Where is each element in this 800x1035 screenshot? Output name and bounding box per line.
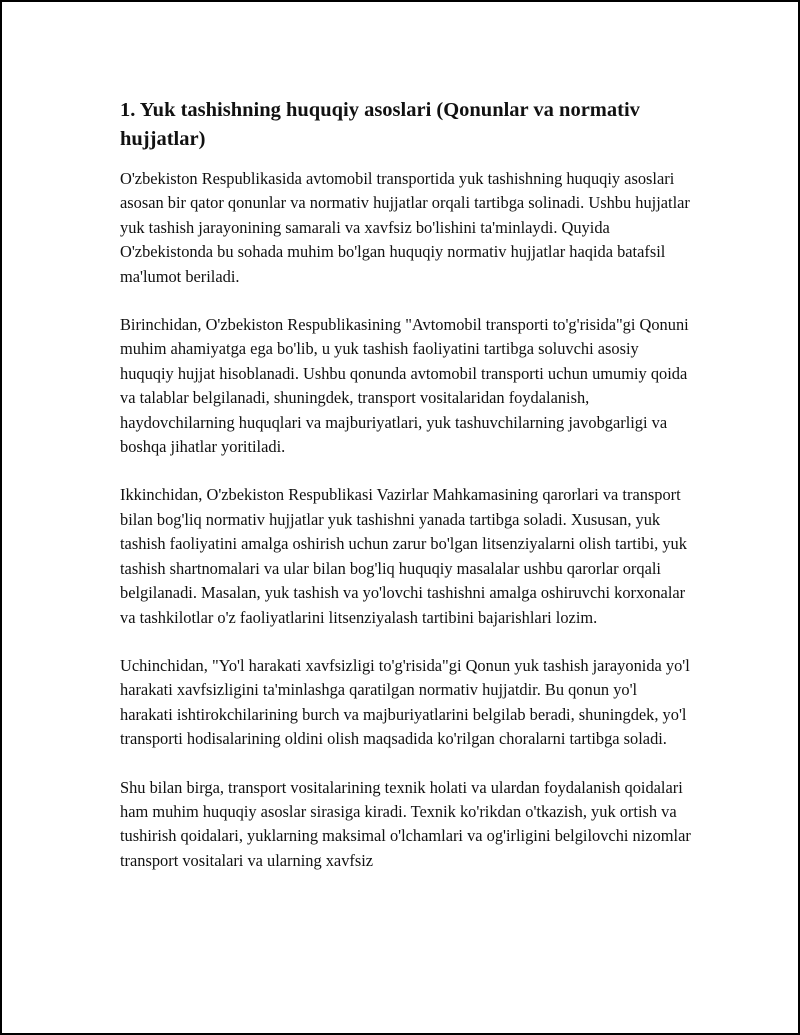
document-body bbox=[120, 96, 692, 897]
paragraph: Birinchidan, O'zbekiston Respublikasining "Avtomobil transporti to'g'risida"gi Qonuni muhim ahamiyatga ega bo'lib, u yuk tashish faoliyatini tartibga soluvchi asosiy huquqiy hujjat hisoblanadi. Ushbu qonunda avtomobil transporti uchun umumiy qoida va talablar belgilanadi, shuningdek, transport vositalaridan foydalanish, haydovchilarning huquqlari va majburiyatlari, yuk tashuvchilarning javobgarligi va boshqa jihatlar yoritiladi. bbox=[120, 315, 689, 457]
paragraph: Shu bilan birga, transport vositalarining texnik holati va ulardan foydalanish qoidalari ham muhim huquqiy asoslar sirasiga kiradi. Texnik ko'rikdan o'tkazish, yuk ortish va tushirish qoidalari, yuklarning maksimal o'lchamlari va og'irligini belgilovchi nizomlar transport vositalari va ularning xavfsiz bbox=[120, 777, 691, 870]
section-heading: 1. Yuk tashishning huquqiy asoslari (Qonunlar va normativ hujjatlar) bbox=[120, 99, 640, 150]
paragraph: Ikkinchidan, O'zbekiston Respublikasi Vazirlar Mahkamasining qarorlari va transport bilan bog'liq normativ hujjatlar yuk tashishni yanada tartibga soladi. Xususan, yuk tashish faoliyatini amalga oshirish uchun zarur bo'lgan litsenziyalarni olish tartibi, yuk tashish shartnomalari va ular bilan bog'liq huquqiy masalalar ushbu qarorlar orqali belgilanadi. Masalan, yuk tashish va yo'lovchi tashishni amalga oshiruvchi korxonalar va tashkilotlar o'z faoliyatlarini litsenziyalash tartibini bajarishlari lozim. bbox=[120, 485, 687, 627]
paragraph: Uchinchidan, "Yo'l harakati xavfsizligi to'g'risida"gi Qonun yuk tashish jarayonida yo'l harakati xavfsizligini ta'minlashga qaratilgan normativ hujjatdir. Bu qonun yo'l harakati ishtirokchilarining burch va majburiyatlarini belgilab beradi, shuningdek, yo'l transporti hodisalarining oldini olish maqsadida ko'rilgan choralarni tartibga soladi. bbox=[120, 655, 690, 749]
paragraph: O'zbekiston Respublikasida avtomobil transportida yuk tashishning huquqiy asoslari asosan bir qator qonunlar va normativ hujjatlar orqali tartibga solinadi. Ushbu hujjatlar yuk tashish jarayonining samarali va xavfsiz bo'lishini ta'minlaydi. Quyida O'zbekistonda bu sohada muhim bo'lgan huquqiy normativ hujjatlar haqida batafsil ma'lumot beriladi. bbox=[120, 169, 690, 286]
